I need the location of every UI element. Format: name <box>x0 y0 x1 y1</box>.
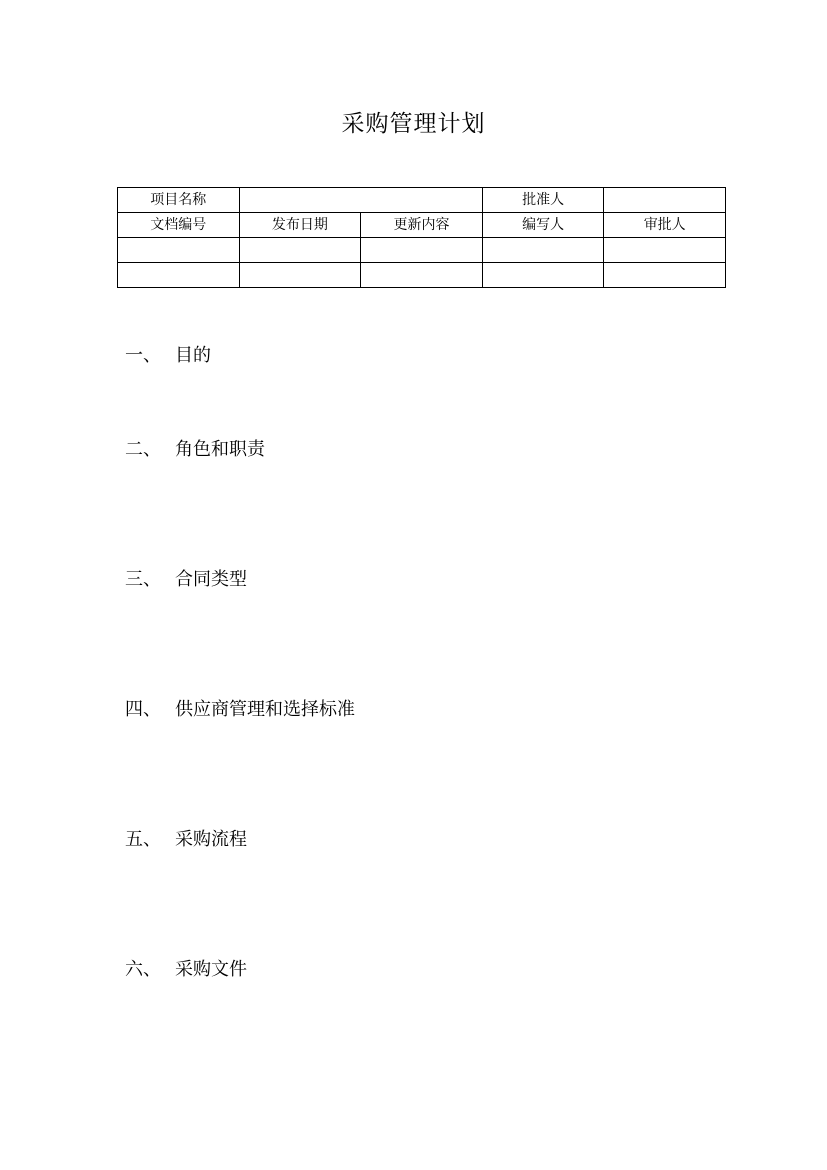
table-cell <box>482 263 604 288</box>
column-header-author: 编写人 <box>482 213 604 238</box>
approver-label: 批准人 <box>482 188 604 213</box>
table-cell <box>604 263 726 288</box>
table-cell <box>361 238 483 263</box>
table-cell <box>118 263 240 288</box>
table-row <box>118 263 726 288</box>
section-heading-contract-types <box>125 567 247 593</box>
section-heading-procurement-documents <box>125 957 247 983</box>
document-info-table <box>117 187 726 288</box>
section-number: 五、 <box>125 829 161 850</box>
column-header-doc-number: 文档编号 <box>118 213 240 238</box>
document-title: 采购管理计划 <box>341 111 486 137</box>
section-number: 二、 <box>125 439 161 460</box>
section-number: 一、 <box>125 345 161 366</box>
table-cell <box>239 263 361 288</box>
section-title: 供应商管理和选择标准 <box>175 699 355 720</box>
section-title: 采购文件 <box>175 959 247 980</box>
approver-cell <box>604 188 726 213</box>
section-number: 三、 <box>125 569 161 590</box>
table-row <box>118 238 726 263</box>
section-heading-purpose <box>125 343 211 369</box>
section-title: 采购流程 <box>175 829 247 850</box>
column-header-release-date: 发布日期 <box>239 213 361 238</box>
section-title: 角色和职责 <box>175 439 265 460</box>
column-header-update-content: 更新内容 <box>361 213 483 238</box>
table-cell <box>361 263 483 288</box>
table-cell <box>482 238 604 263</box>
section-number: 四、 <box>125 699 161 720</box>
table-header-row <box>118 213 726 238</box>
section-heading-supplier-management <box>125 697 355 723</box>
project-name-cell <box>239 188 482 213</box>
section-heading-roles <box>125 437 265 463</box>
table-row <box>118 188 726 213</box>
table-cell <box>239 238 361 263</box>
section-heading-procurement-process <box>125 827 247 853</box>
project-name-label: 项目名称 <box>118 188 240 213</box>
section-title: 合同类型 <box>175 569 247 590</box>
table-cell <box>118 238 240 263</box>
table-cell <box>604 238 726 263</box>
section-number: 六、 <box>125 959 161 980</box>
section-title: 目的 <box>175 345 211 366</box>
column-header-reviewer: 审批人 <box>604 213 726 238</box>
